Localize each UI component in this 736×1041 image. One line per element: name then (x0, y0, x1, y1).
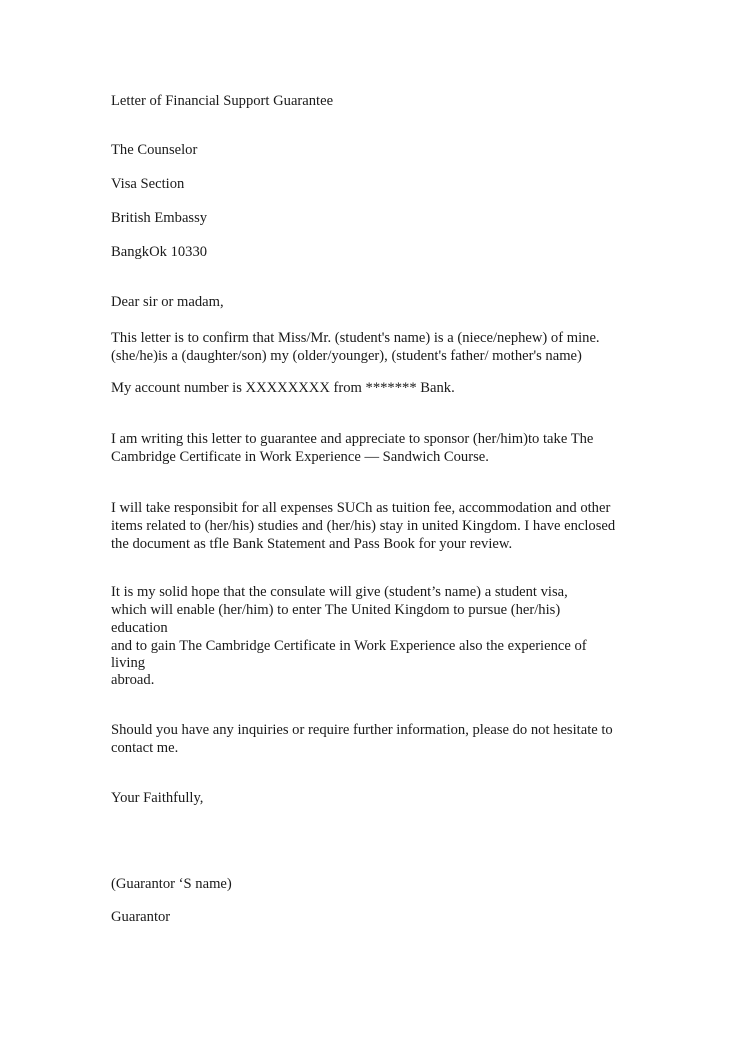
paragraph-line: living (111, 655, 146, 671)
paragraph-line: education (111, 620, 168, 636)
paragraph-line: the document as tfle Bank Statement and Pass Book for your review. (111, 536, 513, 552)
paragraph-line: My account number is XXXXXXXX from ******* Bank. (111, 380, 455, 396)
closing: Your Faithfully, (111, 790, 204, 806)
paragraph-line: I will take responsibit for all expenses SUCh as tuition fee, accommodation and other (111, 500, 611, 516)
paragraph-line: which will enable (her/him) to enter The United Kingdom to pursue (her/his) (111, 602, 561, 618)
paragraph-line: (she/he)is a (daughter/son) my (older/younger), (student's father/ mother's name) (111, 348, 582, 364)
recipient-line: BangkOk 10330 (111, 244, 208, 260)
paragraph-line: abroad. (111, 672, 155, 688)
recipient-line: The Counselor (111, 142, 198, 158)
paragraph-line: This letter is to confirm that Miss/Mr. (student's name) is a (niece/nephew) of mine. (111, 330, 600, 346)
letter-title: Letter of Financial Support Guarantee (111, 93, 334, 109)
paragraph-line: and to gain The Cambridge Certificate in Work Experience also the experience of (111, 638, 587, 654)
recipient-line: British Embassy (111, 210, 208, 226)
paragraph-line: I am writing this letter to guarantee and appreciate to sponsor (her/him)to take The (111, 431, 594, 447)
recipient-line: Visa Section (111, 176, 185, 192)
paragraph-line: Should you have any inquiries or require further information, please do not hesitate to (111, 722, 613, 738)
paragraph-line: It is my solid hope that the consulate will give (student’s name) a student visa, (111, 584, 568, 600)
paragraph-line: contact me. (111, 740, 179, 756)
paragraph-line: Cambridge Certificate in Work Experience — Sandwich Course. (111, 449, 489, 465)
signature-name: (Guarantor ‘S name) (111, 876, 232, 892)
signature-role: Guarantor (111, 909, 171, 925)
paragraph-line: items related to (her/his) studies and (her/his) stay in united Kingdom. I have enclosed (111, 518, 616, 534)
salutation: Dear sir or madam, (111, 294, 224, 310)
